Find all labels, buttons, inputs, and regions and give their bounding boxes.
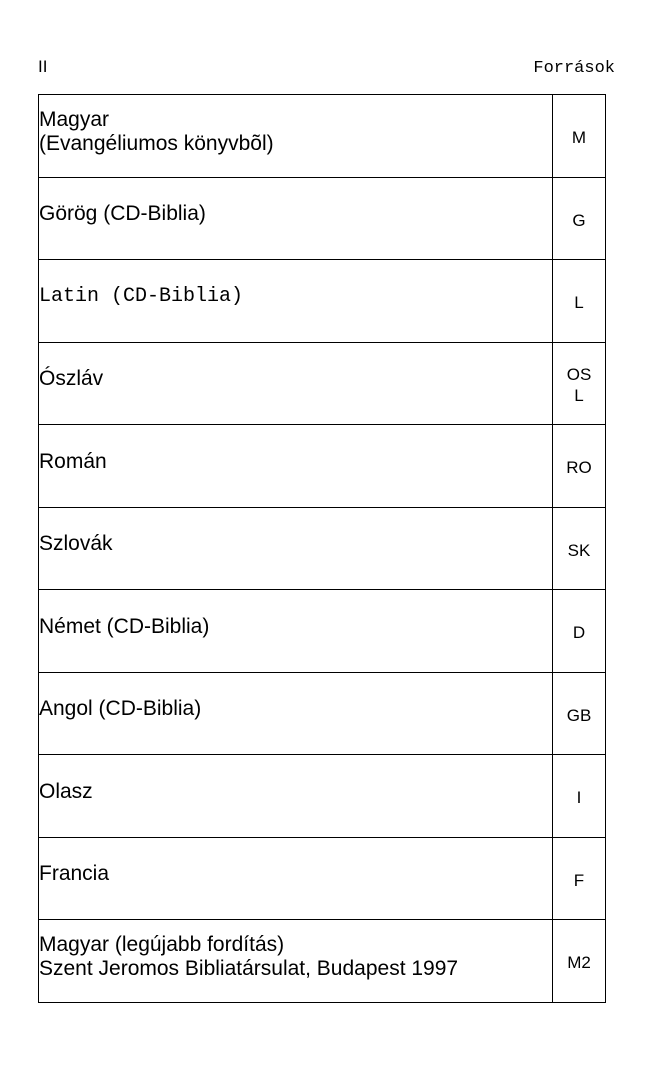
- source-code-cell: [553, 590, 606, 673]
- source-name-cell: [39, 755, 553, 838]
- source-code-line: F: [573, 870, 585, 890]
- source-name-line: Ószláv: [39, 367, 104, 391]
- source-name-line: Olasz: [39, 779, 93, 803]
- source-code-cell: [553, 177, 606, 260]
- source-name-cell: [39, 95, 553, 178]
- source-name-cell: [39, 342, 553, 425]
- source-name-line: Latin (CD-Biblia): [39, 284, 244, 308]
- source-code: [553, 457, 605, 478]
- source-code-cell: [553, 425, 606, 508]
- source-code-cell: [553, 920, 606, 1003]
- source-code-cell: [553, 95, 606, 178]
- source-row: [39, 95, 606, 178]
- source-code-cell: [553, 260, 606, 343]
- source-name: [39, 285, 552, 309]
- running-head: Források: [533, 59, 615, 78]
- source-code: [553, 787, 605, 808]
- source-name-cell: [39, 177, 553, 260]
- source-row: [39, 755, 606, 838]
- source-code-line: L: [574, 293, 584, 313]
- source-code-cell: [553, 672, 606, 755]
- source-row: [39, 260, 606, 343]
- source-name-line: Görög (CD-Biblia): [39, 202, 206, 226]
- source-code-line: OS: [566, 365, 592, 385]
- source-name: [39, 532, 552, 556]
- source-row: [39, 342, 606, 425]
- source-name-cell: [39, 260, 553, 343]
- source-code-line: D: [572, 623, 586, 643]
- source-code-line: M: [571, 128, 587, 148]
- source-code: [553, 622, 605, 643]
- sources-table-body: [39, 95, 606, 1003]
- page-number: II: [38, 57, 48, 76]
- source-name: [39, 780, 552, 804]
- source-name-cell: [39, 590, 553, 673]
- source-name-line: Magyar: [39, 107, 110, 131]
- source-row: [39, 425, 606, 508]
- source-code-line: SK: [567, 540, 591, 560]
- source-name: [39, 697, 552, 721]
- source-name-line: Francia: [39, 862, 110, 886]
- source-code: [553, 210, 605, 231]
- source-row: [39, 837, 606, 920]
- source-code-line: GB: [566, 705, 592, 725]
- source-name: [39, 367, 552, 391]
- source-code: [553, 870, 605, 891]
- source-code-line: I: [576, 788, 582, 808]
- source-row: [39, 507, 606, 590]
- source-name-line: Szlovák: [39, 532, 113, 556]
- source-code: [553, 364, 605, 406]
- source-row: [39, 920, 606, 1003]
- source-code: [553, 705, 605, 726]
- source-name: [39, 450, 552, 474]
- source-name-cell: [39, 507, 553, 590]
- source-row: [39, 177, 606, 260]
- source-name-line: Német (CD-Biblia): [39, 614, 210, 638]
- sources-table: [38, 94, 606, 1003]
- source-name-line: Magyar (legújabb fordítás): [39, 932, 285, 956]
- source-code-cell: [553, 342, 606, 425]
- source-code: [553, 952, 605, 973]
- source-row: [39, 590, 606, 673]
- source-code: [553, 127, 605, 148]
- source-name-cell: [39, 425, 553, 508]
- source-name-line: (Evangéliumos könyvbõl): [39, 131, 274, 155]
- source-name-cell: [39, 837, 553, 920]
- source-row: [39, 672, 606, 755]
- source-name: [39, 933, 552, 981]
- source-code-cell: [553, 837, 606, 920]
- source-code-line: RO: [566, 458, 592, 478]
- source-code-cell: [553, 507, 606, 590]
- source-name-line: Szent Jeromos Bibliatársulat, Budapest 1997: [39, 956, 459, 980]
- source-code-line: M2: [567, 953, 591, 973]
- source-code-cell: [553, 755, 606, 838]
- source-name-cell: [39, 672, 553, 755]
- source-code-line: L: [574, 386, 584, 406]
- source-code: [553, 292, 605, 313]
- source-code-line: G: [572, 210, 586, 230]
- source-name: [39, 108, 552, 156]
- source-name-cell: [39, 920, 553, 1003]
- source-code: [553, 540, 605, 561]
- source-name: [39, 615, 552, 639]
- source-name: [39, 862, 552, 886]
- source-name-line: Angol (CD-Biblia): [39, 697, 202, 721]
- source-name-line: Román: [39, 449, 107, 473]
- source-name: [39, 202, 552, 226]
